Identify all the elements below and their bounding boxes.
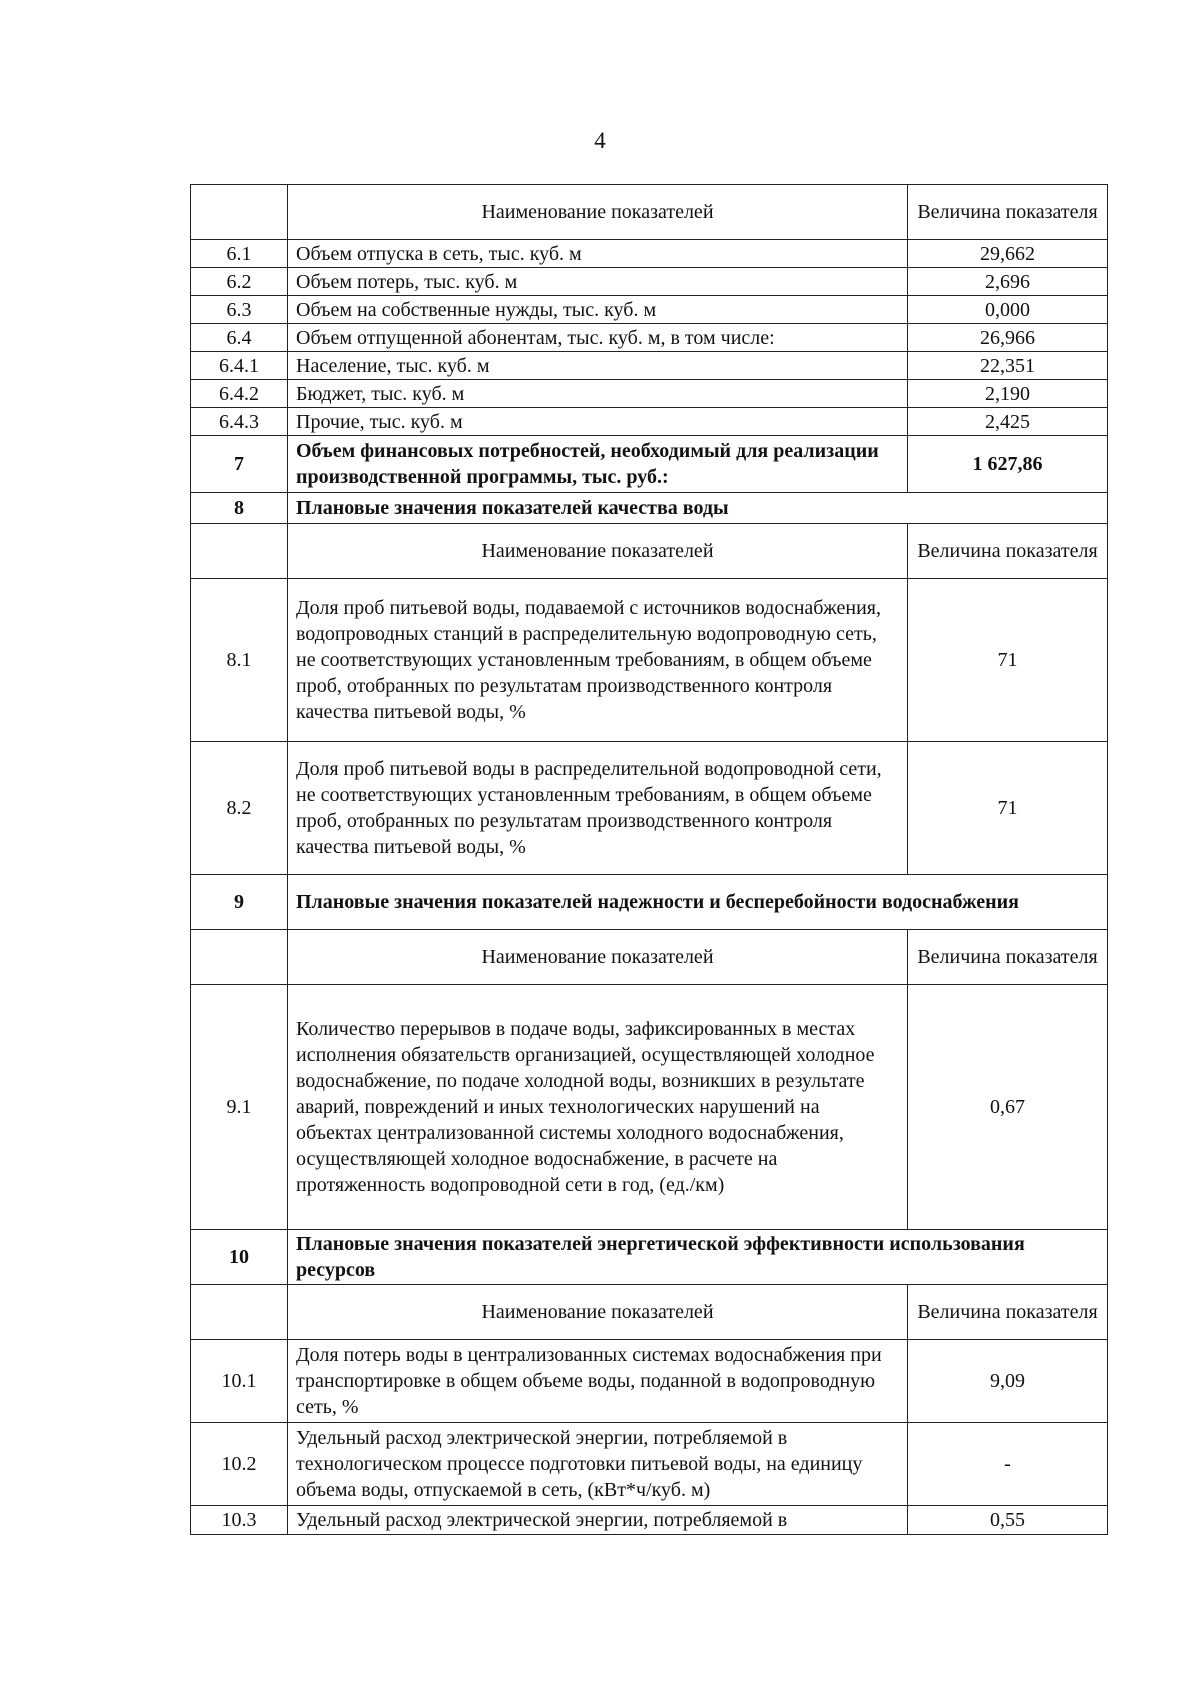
row-name: Удельный расход электрической энергии, потребляемой в технологическом процессе подготовки питьевой воды, на единицу объема воды, отпускаемой в сеть, (кВт*ч/куб. м): [288, 1423, 908, 1506]
row-value: 0,55: [908, 1506, 1108, 1535]
header-num-cell: [191, 1285, 288, 1340]
row-value: 71: [908, 742, 1108, 875]
row-num: 6.4.1: [191, 352, 288, 380]
header-value-cell: Величина показателя: [908, 185, 1108, 240]
row-name: Население, тыс. куб. м: [288, 352, 908, 380]
page-number: 4: [594, 128, 606, 153]
table-row: [191, 1506, 1108, 1535]
row-name: Объем на собственные нужды, тыс. куб. м: [288, 296, 908, 324]
row-value: 0,000: [908, 296, 1108, 324]
indicators-table: [190, 184, 1108, 1535]
row-num: 7: [191, 436, 288, 493]
row-name: Бюджет, тыс. куб. м: [288, 380, 908, 408]
row-num: 6.2: [191, 268, 288, 296]
section-10-title-row: [191, 1230, 1108, 1285]
row-num: 6.4.3: [191, 408, 288, 436]
table-row: [191, 985, 1108, 1230]
section-9-header-row: [191, 930, 1108, 985]
row-name: Объем финансовых потребностей, необходимый для реализации производственной программы, тыс. руб.:: [288, 436, 908, 493]
row-num: 6.3: [191, 296, 288, 324]
row-num: 6.4: [191, 324, 288, 352]
section-title: Плановые значения показателей энергетической эффективности использования ресурсов: [288, 1230, 1108, 1285]
row-name: Прочие, тыс. куб. м: [288, 408, 908, 436]
row-num: 8.2: [191, 742, 288, 875]
header-name-cell: Наименование показателей: [288, 1285, 908, 1340]
table-row: [191, 1423, 1108, 1506]
row-name: Доля потерь воды в централизованных системах водоснабжения при транспортировке в общем объеме воды, поданной в водопроводную сеть, %: [288, 1340, 908, 1423]
table-header-row: [191, 185, 1108, 240]
section-num: 8: [191, 493, 288, 524]
header-num-cell: [191, 524, 288, 579]
header-value-cell: Величина показателя: [908, 1285, 1108, 1340]
table-row: [191, 324, 1108, 352]
row-value: 9,09: [908, 1340, 1108, 1423]
row-name: Объем потерь, тыс. куб. м: [288, 268, 908, 296]
section-title: Плановые значения показателей качества воды: [288, 493, 1108, 524]
row-num: 6.4.2: [191, 380, 288, 408]
row-value: 2,190: [908, 380, 1108, 408]
table-row: [191, 742, 1108, 875]
row-name: Доля проб питьевой воды, подаваемой с источников водоснабжения, водопроводных станций в распределительную водопроводную сеть, не соответствующих установленным требованиям, в общем объеме проб, отобранных по результатам производственного контроля качества питьевой воды, %: [288, 579, 908, 742]
table-row: [191, 380, 1108, 408]
row-name: Доля проб питьевой воды в распределительной водопроводной сети, не соответствующих установленным требованиям, в общем объеме проб, отобранных по результатам производственного контроля качества питьевой воды, %: [288, 742, 908, 875]
row-name: Удельный расход электрической энергии, потребляемой в: [288, 1506, 908, 1535]
row-value: 26,966: [908, 324, 1108, 352]
table-row: [191, 352, 1108, 380]
row-name: Объем отпуска в сеть, тыс. куб. м: [288, 240, 908, 268]
row-value: -: [908, 1423, 1108, 1506]
table-row: [191, 579, 1108, 742]
row-num: 8.1: [191, 579, 288, 742]
header-value-cell: Величина показателя: [908, 930, 1108, 985]
section-8-title-row: [191, 493, 1108, 524]
section-9-title-row: [191, 875, 1108, 930]
section-num: 10: [191, 1230, 288, 1285]
row-value: 2,425: [908, 408, 1108, 436]
header-name-cell: Наименование показателей: [288, 930, 908, 985]
header-num-cell: [191, 185, 288, 240]
row-num: 10.3: [191, 1506, 288, 1535]
table-row: [191, 240, 1108, 268]
row-name: Количество перерывов в подаче воды, зафиксированных в местах исполнения обязательств организацией, осуществляющей холодное водоснабжение, по подаче холодной воды, возникших в результате аварий, повреждений и иных технологических нарушений на объектах централизованной системы холодного водоснабжения, осуществляющей холодное водоснабжение, в расчете на протяженность водопроводной сети в год, (ед./км): [288, 985, 908, 1230]
header-value-cell: Величина показателя: [908, 524, 1108, 579]
section-8-header-row: [191, 524, 1108, 579]
row-value: 71: [908, 579, 1108, 742]
row-value: 0,67: [908, 985, 1108, 1230]
table-row-7: [191, 436, 1108, 493]
row-num: 10.1: [191, 1340, 288, 1423]
row-name: Объем отпущенной абонентам, тыс. куб. м, в том числе:: [288, 324, 908, 352]
row-value: 22,351: [908, 352, 1108, 380]
table-row: [191, 296, 1108, 324]
section-num: 9: [191, 875, 288, 930]
row-value: 1 627,86: [908, 436, 1108, 493]
row-num: 6.1: [191, 240, 288, 268]
table-row: [191, 1340, 1108, 1423]
row-num: 10.2: [191, 1423, 288, 1506]
row-num: 9.1: [191, 985, 288, 1230]
header-name-cell: Наименование показателей: [288, 524, 908, 579]
section-title: Плановые значения показателей надежности и бесперебойности водоснабжения: [288, 875, 1108, 930]
section-10-header-row: [191, 1285, 1108, 1340]
table-row: [191, 408, 1108, 436]
row-value: 29,662: [908, 240, 1108, 268]
header-name-cell: Наименование показателей: [288, 185, 908, 240]
table-row: [191, 268, 1108, 296]
header-num-cell: [191, 930, 288, 985]
row-value: 2,696: [908, 268, 1108, 296]
